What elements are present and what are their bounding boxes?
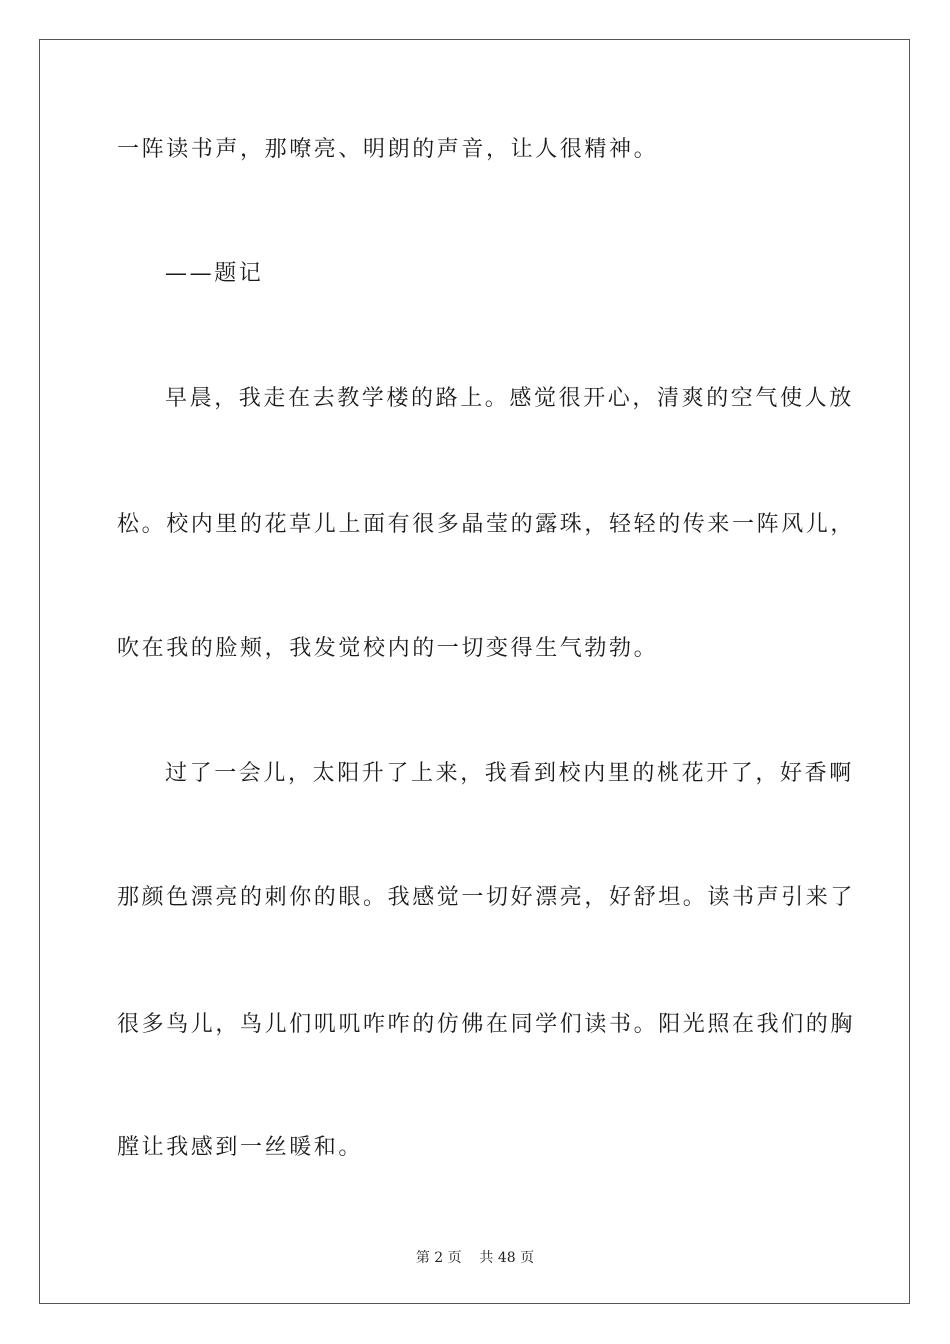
paragraph-line: 过了一会儿，太阳升了上来，我看到校内里的桃花开了，好香啊 [165,761,854,786]
paragraph-line: 松。校内里的花草儿上面有很多晶莹的露珠，轻轻的传来一阵风儿， [117,512,856,537]
epigraph-attribution: ——题记 [165,261,264,286]
paragraph-line: 一阵读书声，那嘹亮、明朗的声音，让人很精神。 [117,137,659,162]
paragraph-line: 很多鸟儿，鸟儿们叽叽咋咋的仿佛在同学们读书。阳光照在我们的胸 [117,1012,856,1037]
page-border [39,39,910,1304]
paragraph-line: 膛让我感到一丝暖和。 [117,1135,364,1160]
paragraph-line: 早晨，我走在去教学楼的路上。感觉很开心，清爽的空气使人放 [165,386,854,411]
paragraph-line: 吹在我的脸颊，我发觉校内的一切变得生气勃勃。 [117,636,659,661]
paragraph-line: 那颜色漂亮的刺你的眼。我感觉一切好漂亮，好舒坦。读书声引来了 [117,885,856,910]
page-number-footer: 第 2 页 共 48 页 [415,1250,535,1266]
